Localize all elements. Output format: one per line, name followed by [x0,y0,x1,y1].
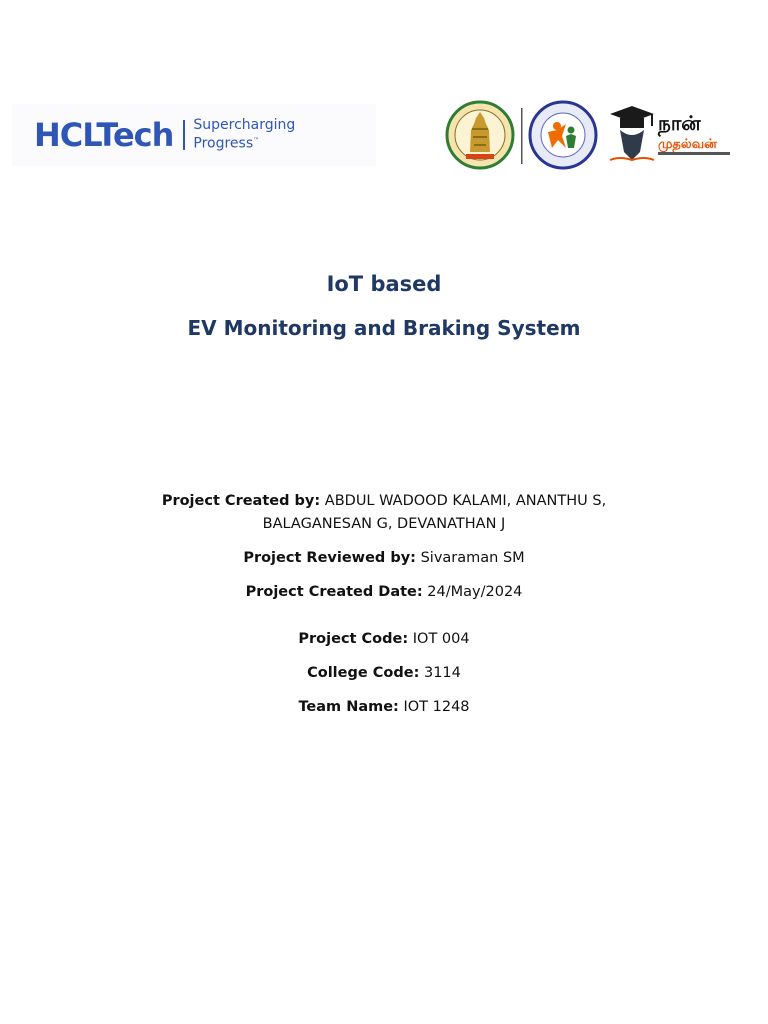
created-date-value: 24/May/2024 [427,584,523,600]
team-name-line [0,696,768,718]
logo-divider [183,120,185,150]
svg-text:முதல்வன்: முதல்வன் [658,137,717,152]
document-title [0,268,768,344]
college-code-label: College Code: [307,665,420,681]
team-name-label: Team Name: [298,699,399,715]
reviewed-by-label: Project Reviewed by: [243,550,416,566]
title-line-1: IoT based [326,272,442,296]
hcltech-logo [12,104,376,166]
skill-development-corporation-seal-icon [530,102,596,168]
hcltech-tagline: Supercharging Progress™ [193,117,296,152]
created-by-label: Project Created by: [161,493,321,509]
college-code-value: 3114 [423,665,461,681]
reviewed-by-line [0,547,768,569]
tamil-nadu-emblem-icon [447,102,513,168]
svg-text:நான்: நான் [658,111,701,135]
project-code-label: Project Code: [298,631,409,647]
created-by-line-2 [0,513,768,535]
team-name-value: IOT 1248 [403,699,470,715]
hcltech-wordmark: HCLTech [34,116,174,154]
created-by-line [0,490,768,512]
created-by-value: ABDUL WADOOD KALAMI, ANANTHU S, [324,493,607,509]
partner-logos [440,100,740,170]
project-code-line [0,628,768,650]
college-code-line [0,662,768,684]
project-code-value: IOT 004 [412,631,470,647]
title-line-2: EV Monitoring and Braking System [187,316,581,340]
reviewed-by-value: Sivaraman SM [420,550,525,566]
naan-mudhalvan-logo-icon [610,106,730,160]
created-date-label: Project Created Date: [245,584,423,600]
logo-separator [521,108,523,164]
created-date-line [0,581,768,603]
created-by-value-2: BALAGANESAN G, DEVANATHAN J [262,516,506,532]
